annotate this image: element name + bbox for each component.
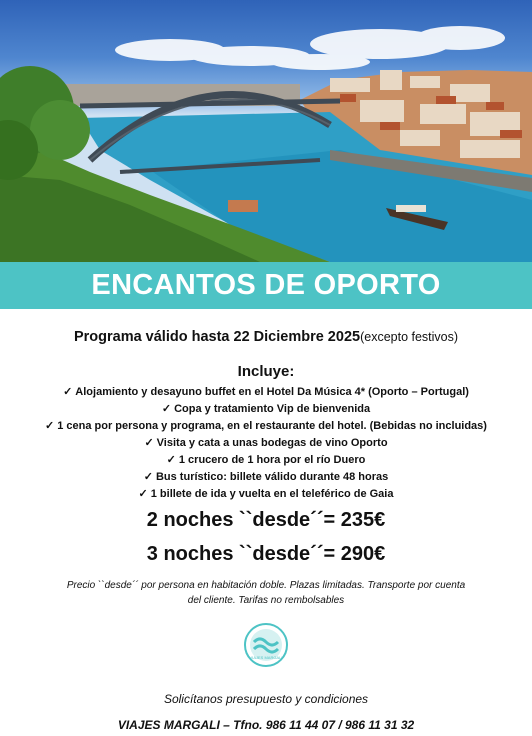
feature-text: Visita y cata a unas bodegas de vino Oporto (156, 437, 388, 449)
feature-text: 1 billete de ida y vuelta en el teleférico de Gaia (150, 488, 394, 500)
request-quote-text: Solicítanos presupuesto y condiciones (163, 692, 369, 706)
feature-text: Alojamiento y desayuno buffet en el Hotel Da Música 4* (Oporto – Portugal) (75, 386, 469, 398)
feature-text: Copa y tratamiento Vip de bienvenida (174, 403, 371, 415)
check-icon: ✓ (138, 488, 148, 500)
feature-text: Bus turístico: billete válido durante 48 horas (155, 471, 389, 483)
feature-item (0, 401, 532, 418)
check-icon: ✓ (166, 454, 176, 466)
feature-item (0, 486, 532, 503)
price-disclaimer: Precio ``desde´´ por persona en habitación doble. Plazas limitadas. Transporte por cuenta del cliente. Tarifas no rembolsables (66, 580, 466, 606)
check-icon: ✓ (161, 403, 172, 415)
includes-heading: Incluye: (237, 363, 295, 380)
offer-content (0, 309, 532, 732)
feature-item (0, 418, 532, 435)
feature-text: 1 cena por persona y programa, en el restaurante del hotel. (Bebidas no incluidas) (57, 420, 487, 432)
price-3-nights: 3 noches ``desde´´= 290€ (146, 543, 386, 565)
feature-item (0, 435, 532, 452)
check-icon: ✓ (45, 420, 55, 432)
title-band (0, 262, 532, 309)
feature-item (0, 384, 532, 401)
margali-logo-icon (243, 622, 289, 668)
feature-text: 1 crucero de 1 hora por el río Duero (178, 454, 366, 466)
validity-line (0, 329, 532, 345)
porto-hero-photo (0, 0, 532, 262)
validity-text: Programa válido hasta 22 Diciembre 2025 (73, 329, 361, 345)
feature-item (0, 452, 532, 469)
feature-item (0, 469, 532, 486)
features-list (0, 384, 532, 503)
validity-note: (excepto festivos) (360, 330, 459, 344)
check-icon: ✓ (144, 437, 154, 449)
porto-landscape-illustration (0, 0, 532, 262)
contact-line: VIAJES MARGALI – Tfno. 986 11 44 07 / 986 11 31 32 (117, 718, 415, 732)
logo-text: VIAJES MARGALI (249, 655, 283, 660)
check-icon: ✓ (63, 386, 73, 398)
check-icon: ✓ (143, 471, 153, 483)
offer-title: ENCANTOS DE OPORTO (91, 269, 441, 301)
price-2-nights: 2 noches ``desde´´= 235€ (146, 509, 386, 531)
